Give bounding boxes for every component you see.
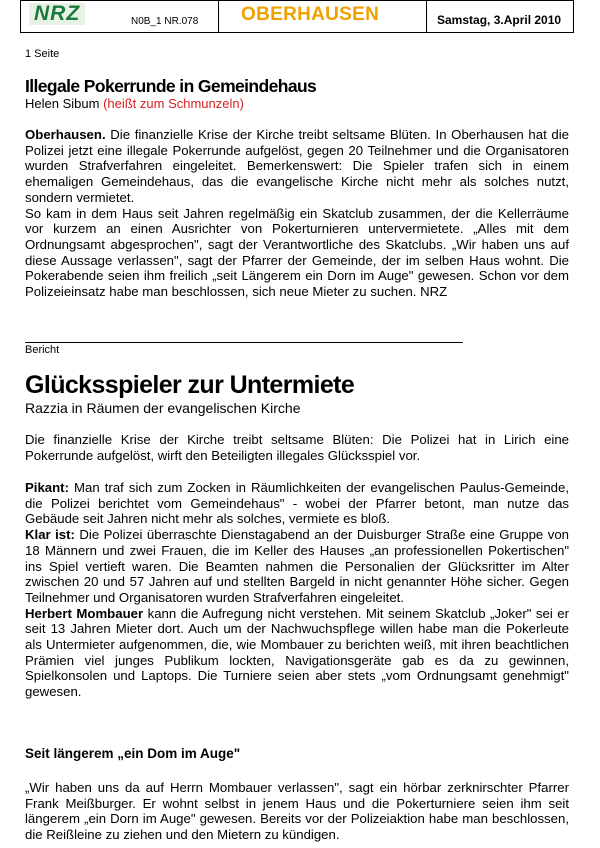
article1-title: Illegale Pokerrunde in Gemeindehaus — [25, 76, 317, 96]
article2-paragraph: Pikant: Man traf sich zum Zocken in Räumlichkeiten der evangelischen Paulus-Gemeinde, die Polizei berichtet vom Gemeindehaus" - wobei der Pfarrer betont, man nutze das Gebäude seit Jahren nicht mehr als solches, vermiete es bloß. — [25, 480, 569, 527]
author-name: Helen Sibum — [25, 96, 100, 111]
edition-code: N0B_1 NR.078 — [109, 1, 219, 32]
article2-subtitle: Razzia in Räumen der evangelischen Kirche — [25, 400, 301, 416]
nrz-logo: NRZ — [29, 3, 85, 25]
city-name: OBERHAUSEN — [219, 1, 427, 32]
article1-paragraph: Oberhausen. Die finanzielle Krise der Kirche treibt seltsame Blüten. In Oberhausen hat die Polizei jetzt eine illegale Pokerrunde aufgelöst, gegen 20 Teilnehmer und die Organisatoren wurden Strafverfahren eingeleitet. Bemerkenswert: Die Spieler trafen sich in einem ehemaligen Gemeindehaus, das die evangelische Kirche nicht mehr als solches nutzt, sondern vermietet. — [25, 127, 569, 205]
article2-paragraph: Herbert Mombauer kann die Aufregung nicht verstehen. Mit seinem Skatclub „Joker" sei er seit 13 Jahren Mieter dort. Auch um der Nachwuchspflege willen habe man die Pokerleute als Untermieter aufgenommen, die, wie Mombauer zu berichten weiß, mit ihren beachtlichen Prämien viel junges Publikum lockten, Navigationsgeräte gab es da zu gewinnen, Spielkonsolen und Laptops. Die Turniere seien aber stets „vom Ordnungsamt genehmigt" gewesen. — [25, 605, 569, 700]
article2-subhead: Seit längerem „ein Dom im Auge" — [25, 746, 241, 761]
section-label: Bericht — [25, 344, 60, 356]
article2-title: Glücksspieler zur Untermiete — [25, 371, 355, 399]
article2-body — [25, 480, 569, 700]
newspaper-header — [20, 0, 574, 33]
page-label: 1 Seite — [25, 48, 60, 60]
article1-paragraph: So kam in dem Haus seit Jahren regelmäßig ein Skatclub zusammen, der die Kellerräume vor kurzem an einen Ausrichter von Pokerturnieren untervermietete. „Alles mit dem Ordnungsamt abgesprochen", sagt der Verantwortliche des Skatclubs. „Wir haben uns auf diese Aussage verlassen", sagt der Pfarrer der Gemeinde, der im selben Haus wohnt. Die Pokerabende seien ihm freilich „seit Längerem ein Dorn im Auge" gewesen. Schon vor dem Polizeieinsatz habe man beschlossen, sich neue Mieter zu suchen. NRZ — [25, 205, 569, 300]
article1-body — [25, 127, 569, 300]
issue-date: Samstag, 3.April 2010 — [437, 13, 562, 27]
article2-final-paragraph: „Wir haben uns da auf Herrn Mombauer verlassen", sagt ein hörbar zerknirschter Pfarrer Frank Meißburger. Er wohnt selbst in jenem Haus und die Pokerturniere seien ihm seit längerem „ein Dorn im Auge" gewesen. Bereits vor der Polizeiaktion habe man beschlossen, die Reißleine zu ziehen und den Mietern zu kündigen. — [25, 780, 569, 843]
article2-paragraph: Klar ist: Die Polizei überraschte Dienstagabend an der Duisburger Straße eine Gruppe von 18 Männern und zwei Frauen, die im Keller des Hauses „an professionellen Pokertischen" ins Spiel vertieft waren. Die Beamten nahmen die Personalien der Glücksritter im Alter zwischen 20 und 57 Jahren auf und stellten Bargeld in nicht genannter Höhe sicher. Gegen Teilnehmer und Organisatoren wurden Strafverfahren eingeleitet. — [25, 527, 569, 605]
dateline: Oberhausen. — [25, 127, 106, 142]
article1-byline — [25, 96, 569, 111]
article2-intro: Die finanzielle Krise der Kirche treibt seltsame Blüten: Die Polizei hat in Lirich eine Pokerrunde aufgelöst, wirft den Beteiligten illegales Glücksspiel vor. — [25, 432, 569, 463]
divider-line — [25, 342, 463, 343]
author-note: (heißt zum Schmunzeln) — [103, 96, 244, 111]
logo-cell — [21, 1, 109, 32]
